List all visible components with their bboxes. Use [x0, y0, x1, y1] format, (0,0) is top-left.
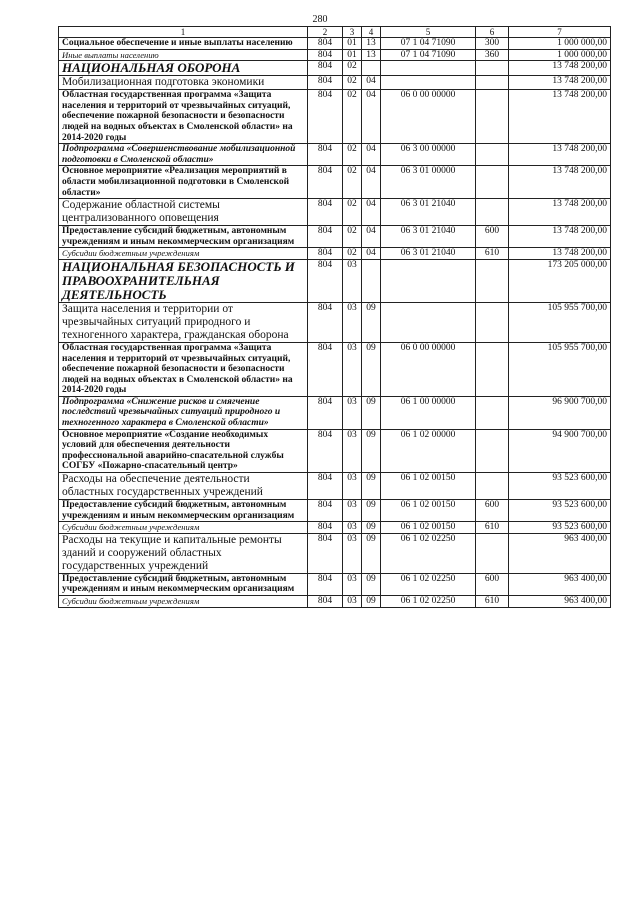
row-name: Подпрограмма «Совершенствование мобилизационной подготовки в Смоленской области» [59, 144, 308, 166]
subsection-code: 04 [362, 90, 381, 144]
section-code: 03 [343, 533, 362, 573]
expense-type-code [476, 302, 509, 342]
table-row [59, 573, 611, 595]
target-article: 06 3 00 00000 [381, 144, 476, 166]
column-number-header-row [59, 27, 611, 38]
target-article: 06 1 02 02250 [381, 533, 476, 573]
section-code: 02 [343, 226, 362, 248]
target-article: 06 1 02 00150 [381, 522, 476, 534]
ministry-code: 804 [308, 429, 343, 472]
table-row [59, 166, 611, 199]
amount: 173 205 000,00 [509, 259, 611, 302]
scan-edge-marks [0, 899, 40, 905]
table-row [59, 38, 611, 50]
amount: 105 955 700,00 [509, 342, 611, 396]
section-code: 02 [343, 144, 362, 166]
target-article: 07 1 04 71090 [381, 38, 476, 50]
row-name: Основное мероприятие «Реализация мероприятий в области мобилизационной подготовки в Смоленской области» [59, 166, 308, 199]
ministry-code: 804 [308, 500, 343, 522]
column-number: 6 [476, 27, 509, 38]
target-article: 06 1 02 02250 [381, 596, 476, 608]
target-article: 06 1 02 00150 [381, 473, 476, 500]
amount: 13 748 200,00 [509, 61, 611, 76]
expense-type-code: 600 [476, 500, 509, 522]
amount: 94 900 700,00 [509, 429, 611, 472]
amount: 13 748 200,00 [509, 199, 611, 226]
section-code: 03 [343, 596, 362, 608]
ministry-code: 804 [308, 166, 343, 199]
page-number: 280 [312, 14, 328, 25]
amount: 13 748 200,00 [509, 226, 611, 248]
table-body [59, 27, 611, 608]
row-name: Социальное обеспечение и иные выплаты населению [59, 38, 308, 50]
amount: 963 400,00 [509, 573, 611, 595]
amount: 93 523 600,00 [509, 522, 611, 534]
row-name: Предоставление субсидий бюджетным, автономным учреждениям и иным некоммерческим организациям [59, 500, 308, 522]
target-article: 06 3 01 00000 [381, 166, 476, 199]
row-name: НАЦИОНАЛЬНАЯ БЕЗОПАСНОСТЬ И ПРАВООХРАНИТЕЛЬНАЯ ДЕЯТЕЛЬНОСТЬ [59, 259, 308, 302]
expense-type-code [476, 473, 509, 500]
expense-type-code [476, 396, 509, 429]
amount: 13 748 200,00 [509, 76, 611, 90]
row-name: Основное мероприятие «Создание необходимых условий для обеспечения деятельности профессиональной аварийно-спасательной службы СОГБУ «Пожарно-спасательный центр» [59, 429, 308, 472]
row-name: Субсидии бюджетным учреждениям [59, 522, 308, 534]
subsection-code: 09 [362, 302, 381, 342]
amount: 93 523 600,00 [509, 473, 611, 500]
amount: 93 523 600,00 [509, 500, 611, 522]
target-article [381, 259, 476, 302]
target-article: 06 3 01 21040 [381, 248, 476, 260]
subsection-code: 09 [362, 342, 381, 396]
section-code: 02 [343, 76, 362, 90]
row-name: Областная государственная программа «Защита населения и территорий от чрезвычайных ситуаций, обеспечение пожарной безопасности и безопасности людей на водных объектах в Смоленской области» на 2014-2020 годы [59, 90, 308, 144]
amount: 1 000 000,00 [509, 49, 611, 61]
ministry-code: 804 [308, 226, 343, 248]
ministry-code: 804 [308, 248, 343, 260]
row-name: Расходы на обеспечение деятельности областных государственных учреждений [59, 473, 308, 500]
table-row [59, 342, 611, 396]
row-name: Предоставление субсидий бюджетным, автономным учреждениям и иным некоммерческим организациям [59, 226, 308, 248]
table-row [59, 429, 611, 472]
section-code: 03 [343, 429, 362, 472]
expense-type-code [476, 429, 509, 472]
section-code: 03 [343, 259, 362, 302]
subsection-code: 13 [362, 38, 381, 50]
ministry-code: 804 [308, 76, 343, 90]
subsection-code: 04 [362, 199, 381, 226]
expense-type-code [476, 76, 509, 90]
table-row [59, 596, 611, 608]
section-code: 03 [343, 573, 362, 595]
column-number: 7 [509, 27, 611, 38]
table-row [59, 199, 611, 226]
target-article: 06 1 02 00000 [381, 429, 476, 472]
subsection-code: 04 [362, 248, 381, 260]
section-code: 02 [343, 61, 362, 76]
row-name: Мобилизационная подготовка экономики [59, 76, 308, 90]
expense-type-code: 360 [476, 49, 509, 61]
expense-type-code [476, 61, 509, 76]
row-name: Предоставление субсидий бюджетным, автономным учреждениям и иным некоммерческим организациям [59, 573, 308, 595]
section-code: 03 [343, 522, 362, 534]
table-row [59, 302, 611, 342]
table-row [59, 259, 611, 302]
section-code: 03 [343, 500, 362, 522]
target-article: 07 1 04 71090 [381, 49, 476, 61]
ministry-code: 804 [308, 259, 343, 302]
table-row [59, 522, 611, 534]
subsection-code: 04 [362, 76, 381, 90]
row-name: Подпрограмма «Снижение рисков и смягчение последствий чрезвычайных ситуаций природного и техногенного характера в Смоленской области» [59, 396, 308, 429]
expense-type-code [476, 342, 509, 396]
subsection-code: 09 [362, 500, 381, 522]
target-article: 06 1 02 00150 [381, 500, 476, 522]
expense-type-code [476, 199, 509, 226]
table-row [59, 144, 611, 166]
subsection-code: 09 [362, 596, 381, 608]
ministry-code: 804 [308, 38, 343, 50]
expense-type-code [476, 144, 509, 166]
amount: 13 748 200,00 [509, 90, 611, 144]
subsection-code: 13 [362, 49, 381, 61]
section-code: 03 [343, 396, 362, 429]
subsection-code [362, 259, 381, 302]
expense-type-code: 610 [476, 522, 509, 534]
row-name: Содержание областной системы централизованного оповещения [59, 199, 308, 226]
target-article: 06 3 01 21040 [381, 226, 476, 248]
expense-type-code: 600 [476, 226, 509, 248]
subsection-code: 04 [362, 144, 381, 166]
ministry-code: 804 [308, 90, 343, 144]
expense-type-code [476, 90, 509, 144]
budget-table [58, 26, 611, 608]
expense-type-code: 610 [476, 248, 509, 260]
row-name: Иные выплаты населению [59, 49, 308, 61]
table-row [59, 473, 611, 500]
column-number: 5 [381, 27, 476, 38]
column-number: 2 [308, 27, 343, 38]
row-name: НАЦИОНАЛЬНАЯ ОБОРОНА [59, 61, 308, 76]
table-row [59, 226, 611, 248]
subsection-code: 09 [362, 522, 381, 534]
target-article [381, 61, 476, 76]
amount: 13 748 200,00 [509, 166, 611, 199]
ministry-code: 804 [308, 396, 343, 429]
subsection-code: 09 [362, 473, 381, 500]
table-row [59, 533, 611, 573]
subsection-code: 04 [362, 166, 381, 199]
amount: 13 748 200,00 [509, 248, 611, 260]
amount: 1 000 000,00 [509, 38, 611, 50]
target-article: 06 0 00 00000 [381, 90, 476, 144]
table-row [59, 396, 611, 429]
section-code: 03 [343, 342, 362, 396]
expense-type-code [476, 166, 509, 199]
table-row [59, 248, 611, 260]
section-code: 02 [343, 166, 362, 199]
ministry-code: 804 [308, 342, 343, 396]
table-row [59, 500, 611, 522]
table-row [59, 61, 611, 76]
section-code: 03 [343, 473, 362, 500]
ministry-code: 804 [308, 596, 343, 608]
column-number: 3 [343, 27, 362, 38]
section-code: 02 [343, 248, 362, 260]
amount: 105 955 700,00 [509, 302, 611, 342]
target-article [381, 76, 476, 90]
section-code: 03 [343, 302, 362, 342]
row-name: Областная государственная программа «Защита населения и территорий от чрезвычайных ситуаций, обеспечение пожарной безопасности и безопасности людей на водных объектах в Смоленской области» на 2014-2020 годы [59, 342, 308, 396]
subsection-code [362, 61, 381, 76]
subsection-code: 09 [362, 429, 381, 472]
row-name: Субсидии бюджетным учреждениям [59, 248, 308, 260]
amount: 96 900 700,00 [509, 396, 611, 429]
subsection-code: 09 [362, 573, 381, 595]
ministry-code: 804 [308, 302, 343, 342]
ministry-code: 804 [308, 61, 343, 76]
table-row [59, 76, 611, 90]
expense-type-code: 610 [476, 596, 509, 608]
expense-type-code [476, 533, 509, 573]
section-code: 01 [343, 49, 362, 61]
expense-type-code [476, 259, 509, 302]
amount: 963 400,00 [509, 596, 611, 608]
section-code: 02 [343, 90, 362, 144]
subsection-code: 09 [362, 396, 381, 429]
subsection-code: 04 [362, 226, 381, 248]
ministry-code: 804 [308, 144, 343, 166]
target-article: 06 0 00 00000 [381, 342, 476, 396]
ministry-code: 804 [308, 199, 343, 226]
expense-type-code: 300 [476, 38, 509, 50]
table-row [59, 49, 611, 61]
ministry-code: 804 [308, 533, 343, 573]
amount: 13 748 200,00 [509, 144, 611, 166]
ministry-code: 804 [308, 522, 343, 534]
target-article: 06 3 01 21040 [381, 199, 476, 226]
subsection-code: 09 [362, 533, 381, 573]
target-article: 06 1 00 00000 [381, 396, 476, 429]
ministry-code: 804 [308, 49, 343, 61]
table-row [59, 90, 611, 144]
row-name: Защита населения и территории от чрезвычайных ситуаций природного и техногенного характера, гражданская оборона [59, 302, 308, 342]
target-article: 06 1 02 02250 [381, 573, 476, 595]
column-number: 4 [362, 27, 381, 38]
target-article [381, 302, 476, 342]
section-code: 02 [343, 199, 362, 226]
section-code: 01 [343, 38, 362, 50]
amount: 963 400,00 [509, 533, 611, 573]
expense-type-code: 600 [476, 573, 509, 595]
ministry-code: 804 [308, 573, 343, 595]
column-number: 1 [59, 27, 308, 38]
ministry-code: 804 [308, 473, 343, 500]
row-name: Субсидии бюджетным учреждениям [59, 596, 308, 608]
row-name: Расходы на текущие и капитальные ремонты зданий и сооружений областных государственных учреждений [59, 533, 308, 573]
